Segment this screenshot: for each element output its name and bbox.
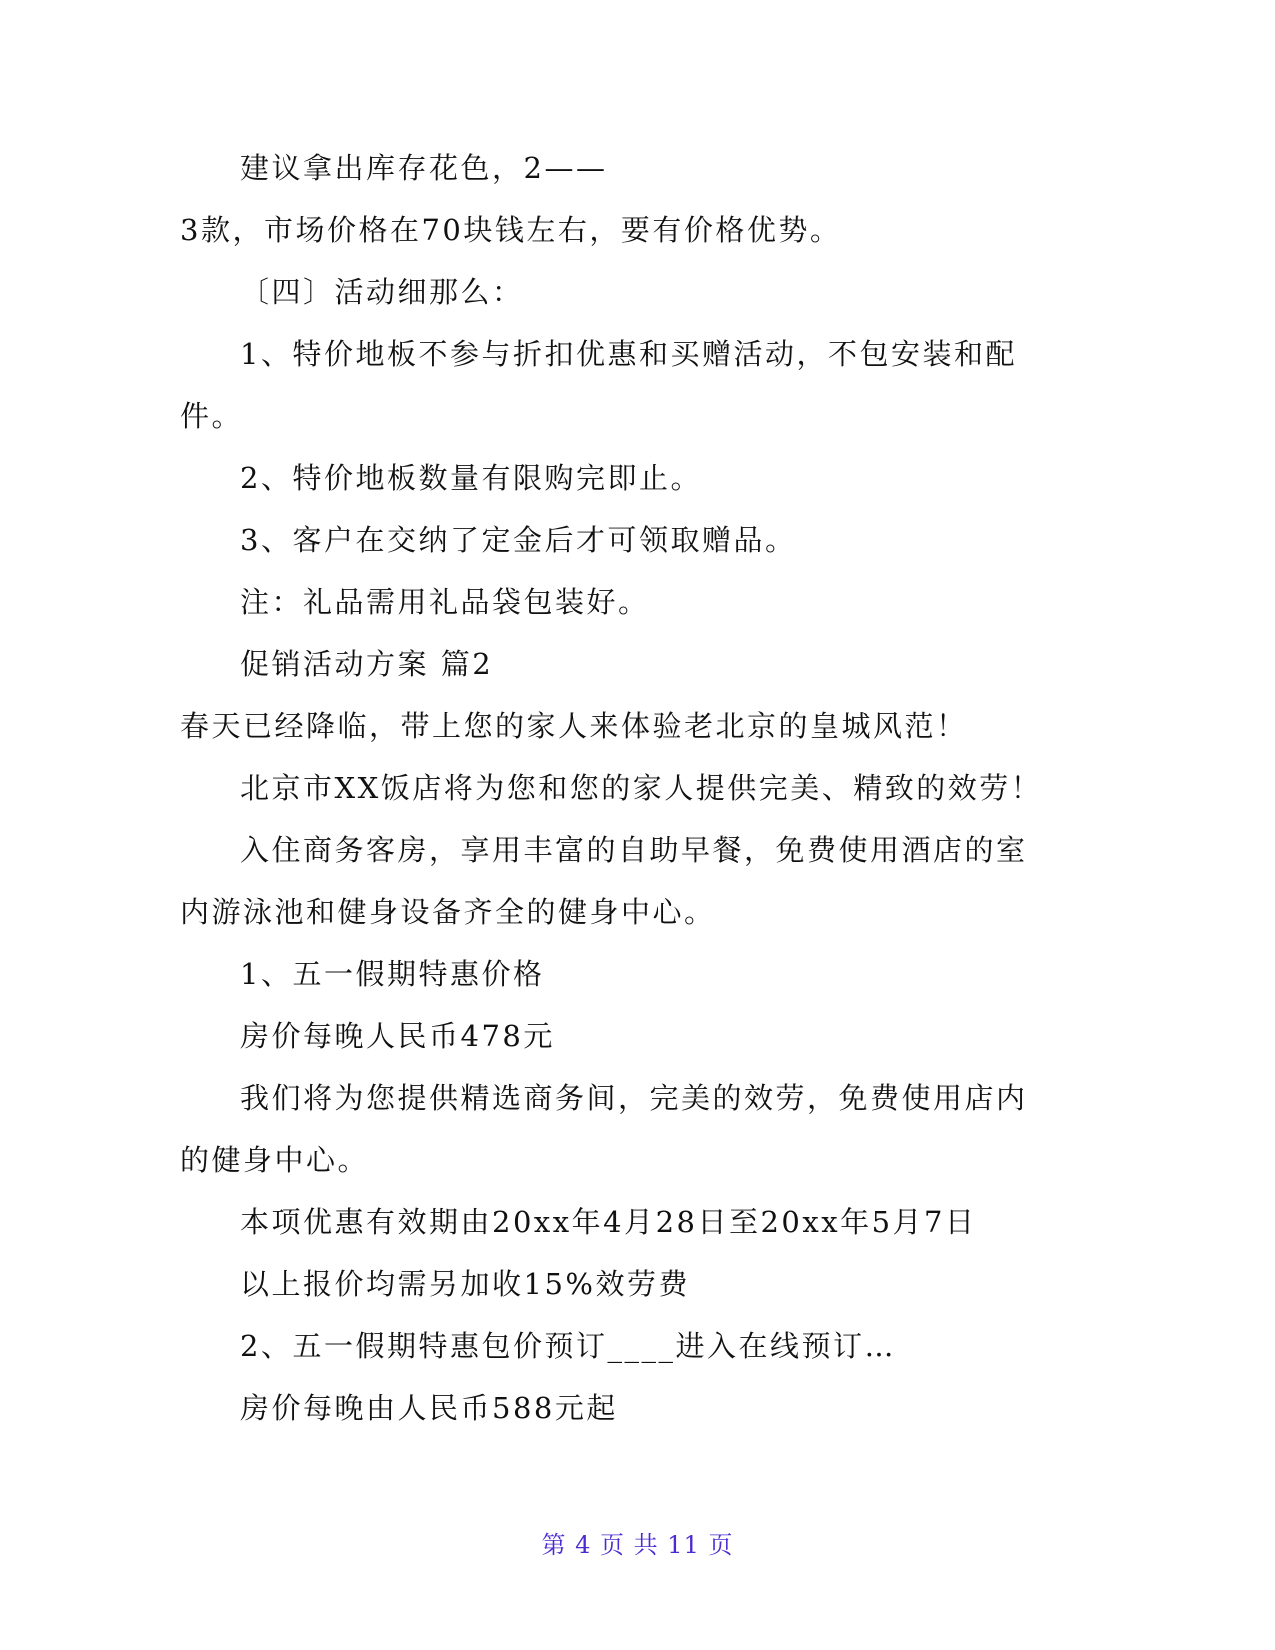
paragraph-line: 建议拿出库存花色，2—— bbox=[240, 151, 608, 185]
paragraph-line: 以上报价均需另加收15%效劳费 bbox=[240, 1267, 690, 1301]
note-line: 注：礼品需用礼品袋包装好。 bbox=[240, 585, 650, 619]
list-item: 2、五一假期特惠包价预订____进入在线预订… bbox=[240, 1329, 896, 1363]
paragraph-line: 内游泳池和健身设备齐全的健身中心。 bbox=[180, 895, 716, 929]
paragraph-line: 北京市XX饭店将为您和您的家人提供完美、精致的效劳！ bbox=[240, 771, 1043, 805]
page-number: 第 4 页 共 11 页 bbox=[541, 1531, 734, 1559]
paragraph-line: 3款，市场价格在70块钱左右，要有价格优势。 bbox=[180, 213, 842, 247]
paragraph-line: 的健身中心。 bbox=[180, 1143, 370, 1177]
section-title: 促销活动方案 篇2 bbox=[240, 647, 494, 681]
document-body bbox=[180, 137, 1043, 1439]
list-item: 1、五一假期特惠价格 bbox=[240, 957, 545, 991]
price-line: 房价每晚人民币478元 bbox=[240, 1019, 555, 1053]
paragraph-line: 2、特价地板数量有限购完即止。 bbox=[240, 461, 702, 495]
paragraph-line: 3、客户在交纳了定金后才可领取赠品。 bbox=[240, 523, 797, 557]
paragraph-line: 春天已经降临，带上您的家人来体验老北京的皇城风范！ bbox=[180, 709, 968, 743]
paragraph-line: 1、特价地板不参与折扣优惠和买赠活动，不包安装和配 bbox=[240, 337, 1017, 371]
paragraph-line: 件。 bbox=[180, 399, 244, 433]
paragraph-line: 入住商务客房，享用丰富的自助早餐，免费使用酒店的室 bbox=[240, 833, 1028, 867]
section-heading: 〔四〕活动细那么： bbox=[240, 275, 524, 309]
page-footer bbox=[0, 1525, 1275, 1560]
paragraph-line: 本项优惠有效期由20xx年4月28日至20xx年5月7日 bbox=[240, 1205, 977, 1239]
price-line: 房价每晚由人民币588元起 bbox=[240, 1391, 618, 1425]
paragraph-line: 我们将为您提供精选商务间，完美的效劳，免费使用店内 bbox=[240, 1081, 1028, 1115]
